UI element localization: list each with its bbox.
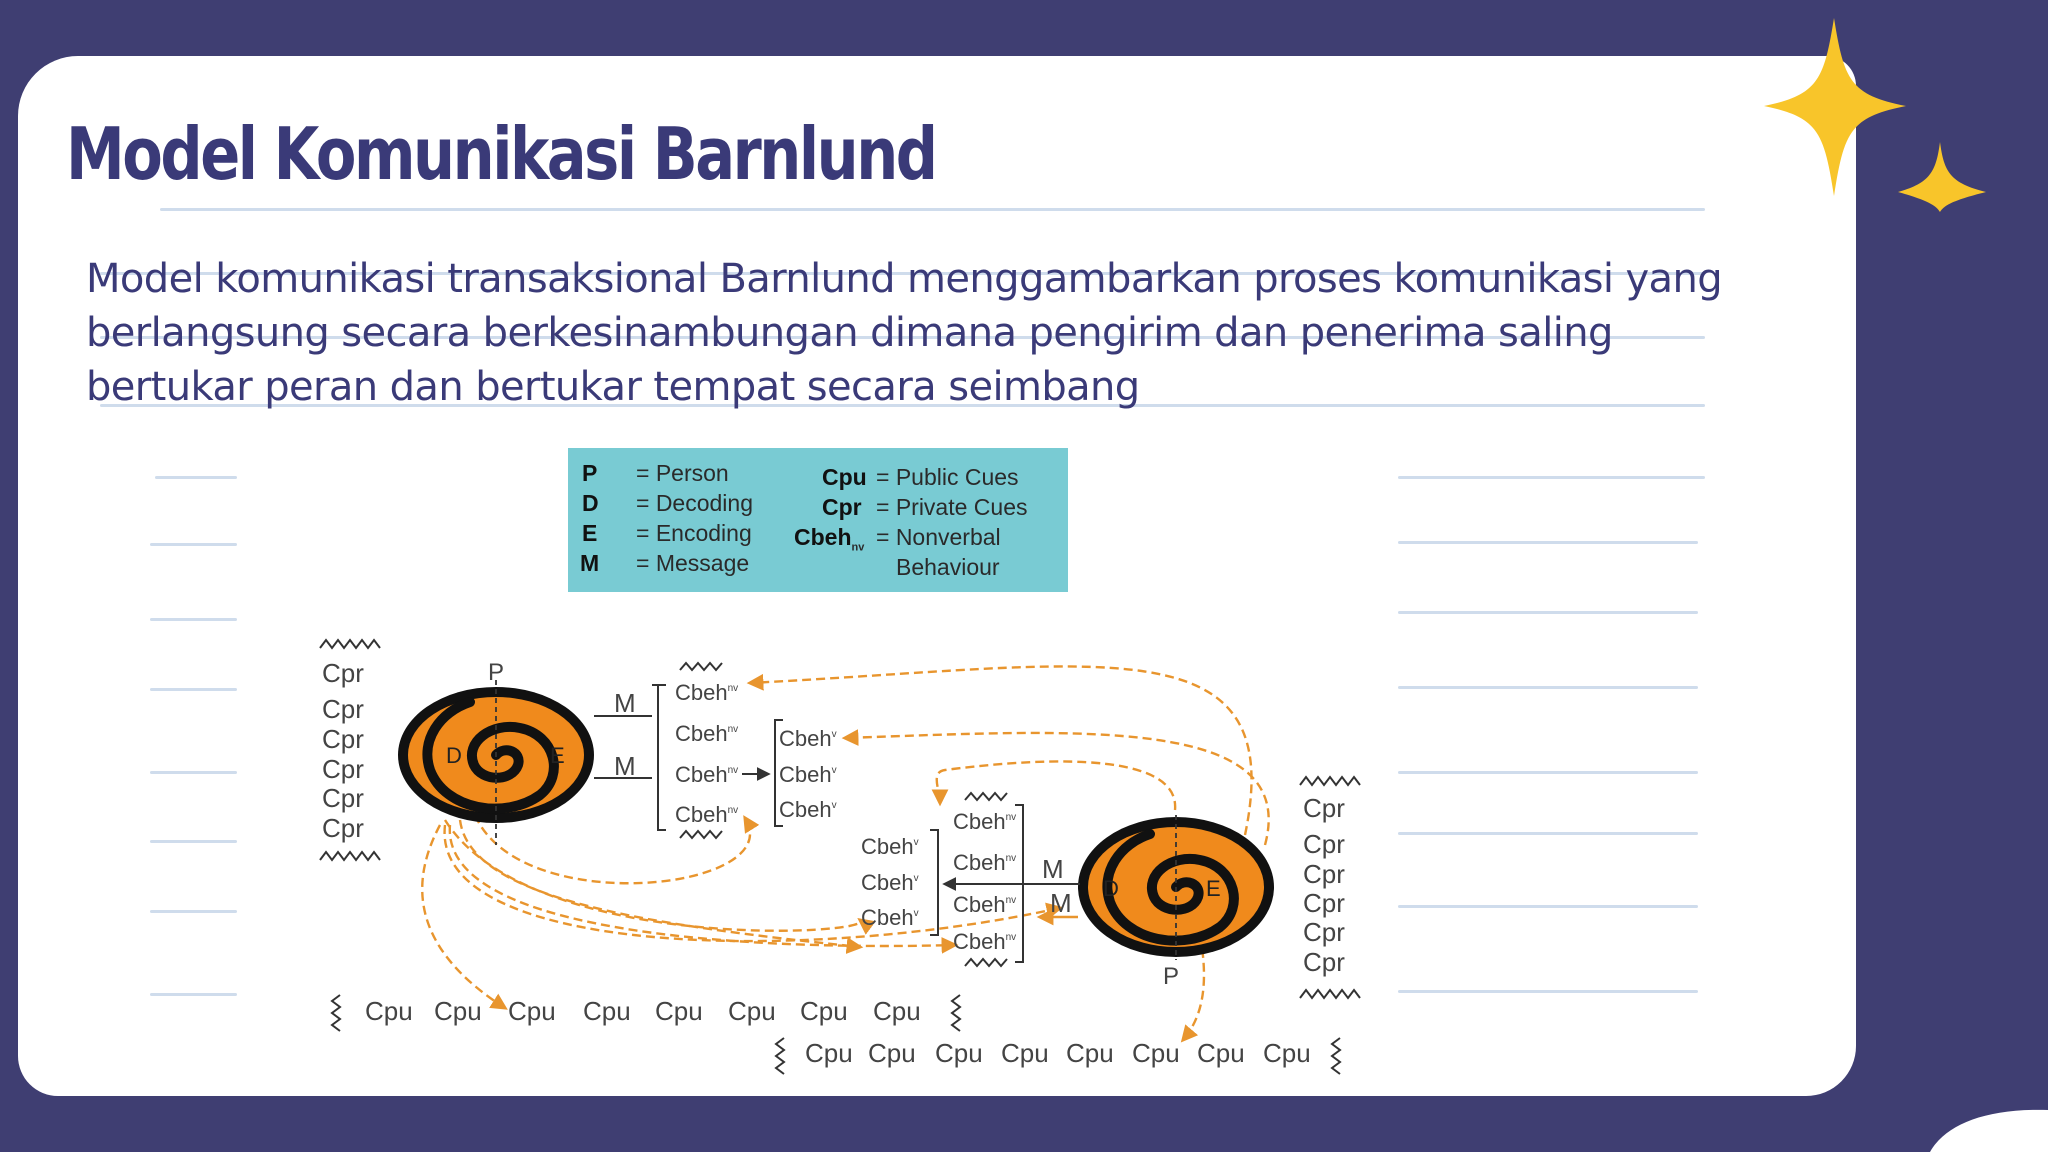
cpr-label: Cpr [322, 754, 364, 784]
cbeh-nv-label: Cbeh$^{nv}$ [675, 680, 739, 705]
cpu-label: Cpu [1001, 1038, 1049, 1068]
sparkle-icon-large [1764, 18, 1906, 196]
description-text: Model komunikasi transaksional Barnlund menggambarkan proses komunikasi yang berlangsung secara berkesinambungan dimana pengirim dan penerima saling bertukar peran dan bertukar tempat secara seimbang [86, 256, 1723, 410]
cpr-label: Cpr [322, 783, 364, 813]
cbeh-v-label: Cbeh$^v$ [861, 870, 919, 895]
legend-key-d: D [582, 490, 599, 516]
page-title: Model Komunikasi Barnlund [66, 112, 936, 196]
cpu-label: Cpu [800, 996, 848, 1026]
legend-value-cpr: = Private Cues [876, 494, 1028, 520]
legend-key-cpu: Cpu [822, 464, 867, 490]
cpu-label: Cpu [655, 996, 703, 1026]
cbeh-nv-label: Cbeh$^{nv}$ [953, 850, 1017, 875]
legend-key-m: M [580, 550, 600, 576]
cbeh-nv-label: Cbeh$^{nv}$ [675, 762, 739, 787]
cpu-label: Cpu [583, 996, 631, 1026]
legend-key-e: E [582, 520, 598, 546]
label-d-left: D [446, 743, 462, 768]
cpu-label: Cpu [1066, 1038, 1114, 1068]
cpu-label: Cpu [1197, 1038, 1245, 1068]
label-m-right-bottom: M [1050, 888, 1072, 918]
legend-value-cpu: = Public Cues [876, 464, 1019, 490]
cpr-label: Cpr [1303, 947, 1345, 977]
cbeh-nv-label: Cbeh$^{nv}$ [953, 809, 1017, 834]
cpu-label: Cpu [935, 1038, 983, 1068]
legend-value-p: = Person [636, 460, 729, 486]
label-m-right-top: M [1042, 854, 1064, 884]
sparkle-icon-small [1898, 142, 1986, 212]
legend-value-m: = Message [636, 550, 750, 576]
cpu-label: Cpu [365, 996, 413, 1026]
legend-key-p: P [582, 460, 598, 486]
legend-key-cpr: Cpr [822, 494, 862, 520]
cbeh-v-label: Cbeh$^v$ [779, 762, 837, 787]
label-p-left: P [488, 659, 505, 686]
label-d-right: D [1103, 876, 1119, 901]
cbeh-v-label: Cbeh$^v$ [861, 834, 919, 859]
cbeh-nv-label: Cbeh$^{nv}$ [675, 802, 739, 827]
label-e-right: E [1206, 876, 1221, 901]
cpu-label: Cpu [1263, 1038, 1311, 1068]
legend-value-e: = Encoding [636, 520, 752, 546]
cpu-label: Cpu [868, 1038, 916, 1068]
legend-value-cbeh-2: Behaviour [896, 554, 1000, 580]
cpu-label: Cpu [728, 996, 776, 1026]
cpr-label: Cpr [1303, 917, 1345, 947]
cpr-label: Cpr [322, 658, 364, 688]
cpu-label: Cpu [1132, 1038, 1180, 1068]
cpu-label: Cpu [805, 1038, 853, 1068]
cpr-label: Cpr [322, 724, 364, 754]
cbeh-v-label: Cbeh$^v$ [861, 905, 919, 930]
legend-key-cbeh: Cbeh$_{nv}$ [794, 524, 865, 554]
cbeh-v-label: Cbeh$^v$ [779, 726, 837, 751]
cpu-label: Cpu [508, 996, 556, 1026]
cpr-label: Cpr [1303, 859, 1345, 889]
cpr-label: Cpr [1303, 888, 1345, 918]
cpr-label: Cpr [322, 813, 364, 843]
cpr-label: Cpr [322, 694, 364, 724]
cbeh-nv-label: Cbeh$^{nv}$ [953, 929, 1017, 954]
cbeh-v-label: Cbeh$^v$ [779, 797, 837, 822]
cpu-label: Cpu [434, 996, 482, 1026]
cpr-label: Cpr [1303, 793, 1345, 823]
cpr-label: Cpr [1303, 829, 1345, 859]
label-p-right: P [1163, 963, 1180, 990]
cloud-shape [1930, 1110, 2048, 1152]
label-e-left: E [550, 743, 565, 768]
cbeh-nv-label: Cbeh$^{nv}$ [675, 721, 739, 746]
legend-value-d: = Decoding [636, 490, 753, 516]
cbeh-nv-label: Cbeh$^{nv}$ [953, 892, 1017, 917]
cpu-label: Cpu [873, 996, 921, 1026]
label-m-top: M [614, 688, 636, 718]
legend-value-cbeh: = Nonverbal [876, 524, 1001, 550]
label-m-bottom: M [614, 751, 636, 781]
